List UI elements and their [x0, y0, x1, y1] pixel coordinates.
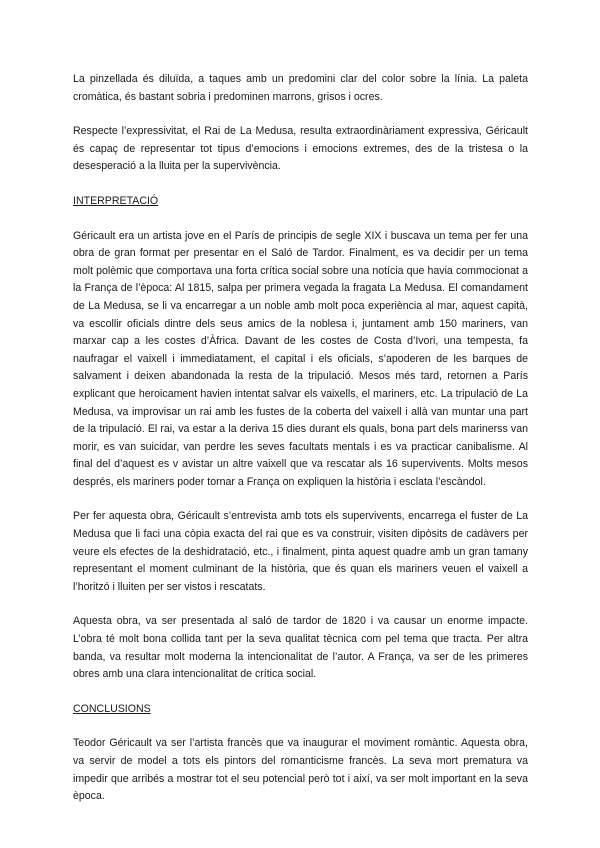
paragraph-gap [73, 106, 528, 123]
paragraph-gap [73, 684, 528, 701]
paragraph-interpretacio-1: Géricault era un artista jove en el París de principis de segle XIX i buscava un tema per fer una obra de gran format per presentar en el Saló de Tardor. Finalment, es va decidir per un tema molt polèmic que comportava una forta crítica social sobre una notícia que havia commocionat a la França de l’època: Al 1815, salpa per primera vegada la fragata La Medusa. El comandament de La Medusa, se li va encarregar a un noble amb molt poca experiència al mar, aquest capità, va escollir oficials dintre dels seus amics de la noblesa i, juntament amb 150 mariners, van marxar cap a les costes d’Àfrica. Davant de les costes de Costa d’Ivori, una tempesta, fa naufragar el vaixell i immediatament, el capital i els oficials, s’apoderen de les barques de salvament i deixen abandonada la resta de la tripulació. Mesos més tard, retornen a París explicant que heroicament havien intentat salvar els vaixells, el mariners, etc. La tripulació de La Medusa, va improvisar un rai amb les fustes de la coberta del vaixell i allà van muntar una part de la tripulació. El rai, va estar a la deriva 15 dies durant els quals, bona part dels marinerss van morir, es van suicidar, van perdre les seves facultats mentals i es va practicar canibalisme. Al final del d’aquest es v avistar un altre vaixell que va rescatar als 16 supervivents. Molts mesos després, els mariners poder tornar a França on expliquen la història i esclata l’escàndol. [73, 229, 528, 488]
paragraph-gap [73, 596, 528, 613]
paragraph-expressivity: Respecte l’expressivitat, el Rai de La Medusa, resulta extraordinàriament expressiva, Géricault és capaç de representar tot tipus d’emocions i emocions extremes, des de la tristesa o la desesperació a la lluita per la supervivència. [73, 125, 528, 173]
paragraph-conclusions-1: Teodor Géricault va ser l’artista francès que va inaugurar el moviment romàntic. Aquesta obra, va servir de model a tots els pintors del romanticisme francès. La seva mort prematura va impedir que arribés a mostrar tot el seu potencial però tot i així, va ser molt important en la seva època. [73, 737, 528, 803]
paragraph-gap [73, 211, 528, 228]
paragraph-gap [73, 176, 528, 193]
paragraph-gap [73, 718, 528, 735]
section-heading-interpretacio: INTERPRETACIÓ [73, 194, 159, 207]
paragraph-interpretacio-2: Per fer aquesta obra, Géricault s’entrevista amb tots els supervivents, encarrega el fuster de La Medusa que li faci una còpia exacta del rai que es va construir, visiten dipòsits de cadàvers per veure els efectes de la deshidratació, etc., i finalment, pinta aquest quadre amb un gran tamany representant el moment culminant de la història, que és quan els mariners veuen el vaixell a l’horitzó i lluiten per ser vistos i rescatats. [73, 510, 528, 593]
paragraph-technique: La pinzellada és diluïda, a taques amb un predomini clar del color sobre la línia. La paleta cromàtica, és bastant sobria i predominen marrons, grisos i ocres. [73, 73, 528, 103]
section-heading-conclusions: CONCLUSIONS [73, 702, 151, 715]
paragraph-interpretacio-3: Aquesta obra, va ser presentada al saló de tardor de 1820 i va causar un enorme impacte. L’obra té molt bona collida tant per la seva qualitat tècnica com pel tema que tracta. Per altra banda, va resultar molt moderna la intencionalitat de l’autor. A França, va ser de les primeres obres amb una clara intencionalitat de crítica social. [73, 615, 528, 681]
paragraph-gap [73, 491, 528, 508]
